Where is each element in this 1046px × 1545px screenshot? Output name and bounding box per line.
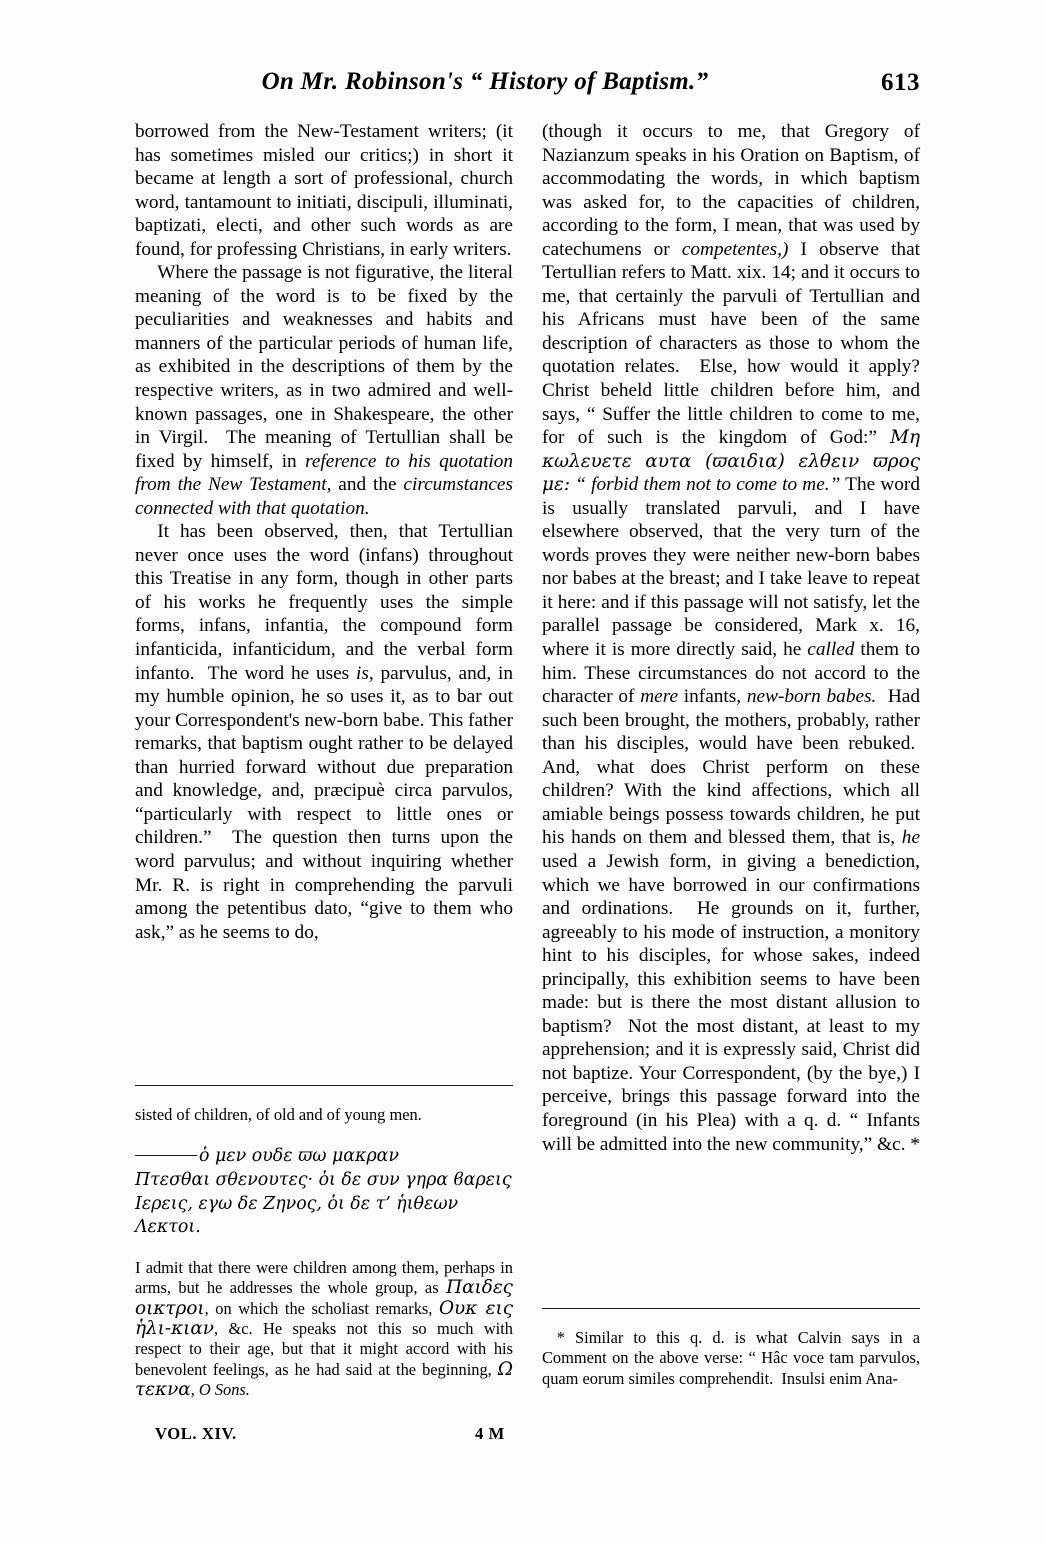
footnote-marker: *	[556, 1328, 565, 1347]
italic-phrase: “ forbid them not to come to me.”	[575, 474, 841, 496]
greek-inline: Ω τεκνα	[135, 1358, 513, 1401]
left-column	[135, 120, 513, 1401]
footnote-continued-text: sisted of children, of old and of young men.	[135, 1105, 422, 1124]
italic-word: is	[355, 662, 369, 684]
italic-phrase: mere	[640, 686, 679, 708]
paragraph: Where the passage is not figurative, the literal meaning of the word is to be fixed by the peculiarities and weaknesses and habits and manners of the particular periods of human life, as exhibited in the descriptions of them by the respective writers, as in two admired and well-known passages, one in Shakespeare, the other in Virgil. The meaning of Tertullian shall be fixed by himself, in reference to his quotation from the New Testament, and the circumstances connected with that quotation.	[135, 262, 513, 519]
right-column-text	[542, 120, 920, 1156]
signature-mark: 4 M	[475, 1424, 505, 1443]
paragraph: borrowed from the New-Testament writers; (it has sometimes misled our critics;) in short it became at length a sort of professional, church word, tantamount to initiati, discipuli, illuminati, baptizati, electi, and other such words as are found, for professing Christians, in early writers.	[135, 121, 513, 260]
paragraph: It has been observed, then, that Tertullian never once uses the word (infans) throughout this Treatise in any form, though in other parts of his works he frequently uses the simple forms, infans, infantia, the compound form infanticida, infanticidum, and the verbal form infanto. The word he uses is, parvulus, and, in my humble opinion, he so uses it, as to bar out your Correspondent's new-born babe. This father remarks, that baptism ought rather to be delayed than hurried forward without due preparation and knowledge, and, præcipuè circa parvulos, “particularly with respect to little ones or children.” The question then turns upon the word parvulus; and without inquiring whether Mr. R. is right in comprehending the parvuli among the petentibus dato, “give to them who ask,” as he seems to do,	[135, 521, 513, 943]
right-footnote	[542, 1328, 920, 1389]
greek-verse-line: ὁ μεν ουδε ϖω μακραν	[135, 1145, 513, 1169]
right-column	[542, 120, 921, 1388]
volume-label: VOL. XIV.	[155, 1424, 237, 1443]
italic-phrase: reference to his quotation from the New Testament,	[135, 450, 513, 496]
greek-verse-line: Ιερεις, εγω δε Ζηνος, ὁι δε τ’ ἡιθεων	[135, 1193, 459, 1214]
greek-verse-block	[135, 1145, 513, 1239]
page-title: On Mr. Robinson's “ History of Baptism.”	[261, 68, 709, 95]
footnote-divider	[135, 1085, 513, 1086]
footnote-body: I admit that there were children among them, perhaps in arms, but he addresses the whole group, as Παιδες οικτροι, on which the scholiast remarks, Ουκ εις ἡλι-κιαν, &c. He speaks not this so much with respect to their age, but that it might accord with his benevolent feelings, as he had said at the beginning, Ω τεκνα, O Sons.	[135, 1257, 513, 1401]
paragraph: (though it occurs to me, that Gregory of Nazianzum speaks in his Oration on Baptism, of accommodating the words, in which baptism was asked for, to the capacities of children, according to the form, I mean, that was used by catechumens or competentes,) I observe that Tertullian refers to Matt. xix. 14; and it occurs to me, that certainly the parvuli of Tertullian and his Africans must have been of the same description of characters as those to whom the quotation relates. Else, how would it apply? Christ beheld little children before him, and says, “ Suffer the little children to come to me, for of such is the kingdom of God:” Μη κωλευετε αυτα (ϖαιδια) ελθειν ϖρος με: “ forbid them not to come to me.” The word is usually translated parvuli, and I have elsewhere observed, that the very turn of the words proves they were neither new-born babes nor babes at the breast; and I take leave to repeat it here: and if this passage will not satisfy, let the parallel passage be considered, Mark x. 16, where it is more directly said, he called them to him. These circumstances do not accord to the character of mere infants, new-born babes. Had such been brought, the mothers, probably, rather than his disciples, would have been rebuked. And, what does Christ perform on these children? With the kind affections, which all amiable beings possess towards children, he put his hands on them and blessed them, that is, he used a Jewish form, in giving a benediction, which we have borrowed in our confirmations and ordinations. He grounds on it, further, agreeably to his mode of instruction, a monitory hint to his disciples, for whose sakes, indeed principally, this exhibition seems to have been made: but is there the most distant allusion to baptism? Not the most distant, at least to my apprehension; and it is expressly said, Christ did not baptize. Your Correspondent, (by the bye,) I perceive, brings this passage forward into the foreground (in his Plea) with a q. d. “ Infants will be admitted into the new community,” &c. *	[542, 121, 921, 1155]
italic-phrase: new-born babes.	[746, 686, 877, 708]
page-number: 613	[881, 69, 920, 96]
greek-inline: Παιδες οικτροι	[135, 1277, 513, 1319]
running-head	[135, 68, 920, 108]
greek-verse-line: Πτεσθαι σθενουτες· ὁι δε συν γηρα ϐαρεις	[135, 1170, 512, 1190]
italic-phrase: competentes,)	[681, 238, 789, 260]
italic-phrase: circumstances connected with that quotation.	[135, 474, 513, 519]
greek-verse-line: Λεκτοι.	[135, 1217, 201, 1238]
greek-inline: Ουκ εις ἡλι-κιαν	[135, 1297, 513, 1339]
left-footnote	[135, 1105, 513, 1401]
italic-word: he	[901, 827, 920, 849]
em-dash-rule	[135, 1155, 197, 1156]
footnote-body: * Similar to this q. d. is what Calvin says in a Comment on the above verse: “ Hâc voce tam parvulos, quam eorum similes comprehendit. Insulsi enim Ana-	[542, 1328, 920, 1388]
greek-quote: Μη κωλευετε αυτα (ϖαιδια) ελθειν ϖρος με:	[542, 427, 920, 496]
footnote-divider	[542, 1308, 920, 1309]
italic-word: called	[807, 639, 855, 661]
left-column-text	[135, 120, 513, 944]
